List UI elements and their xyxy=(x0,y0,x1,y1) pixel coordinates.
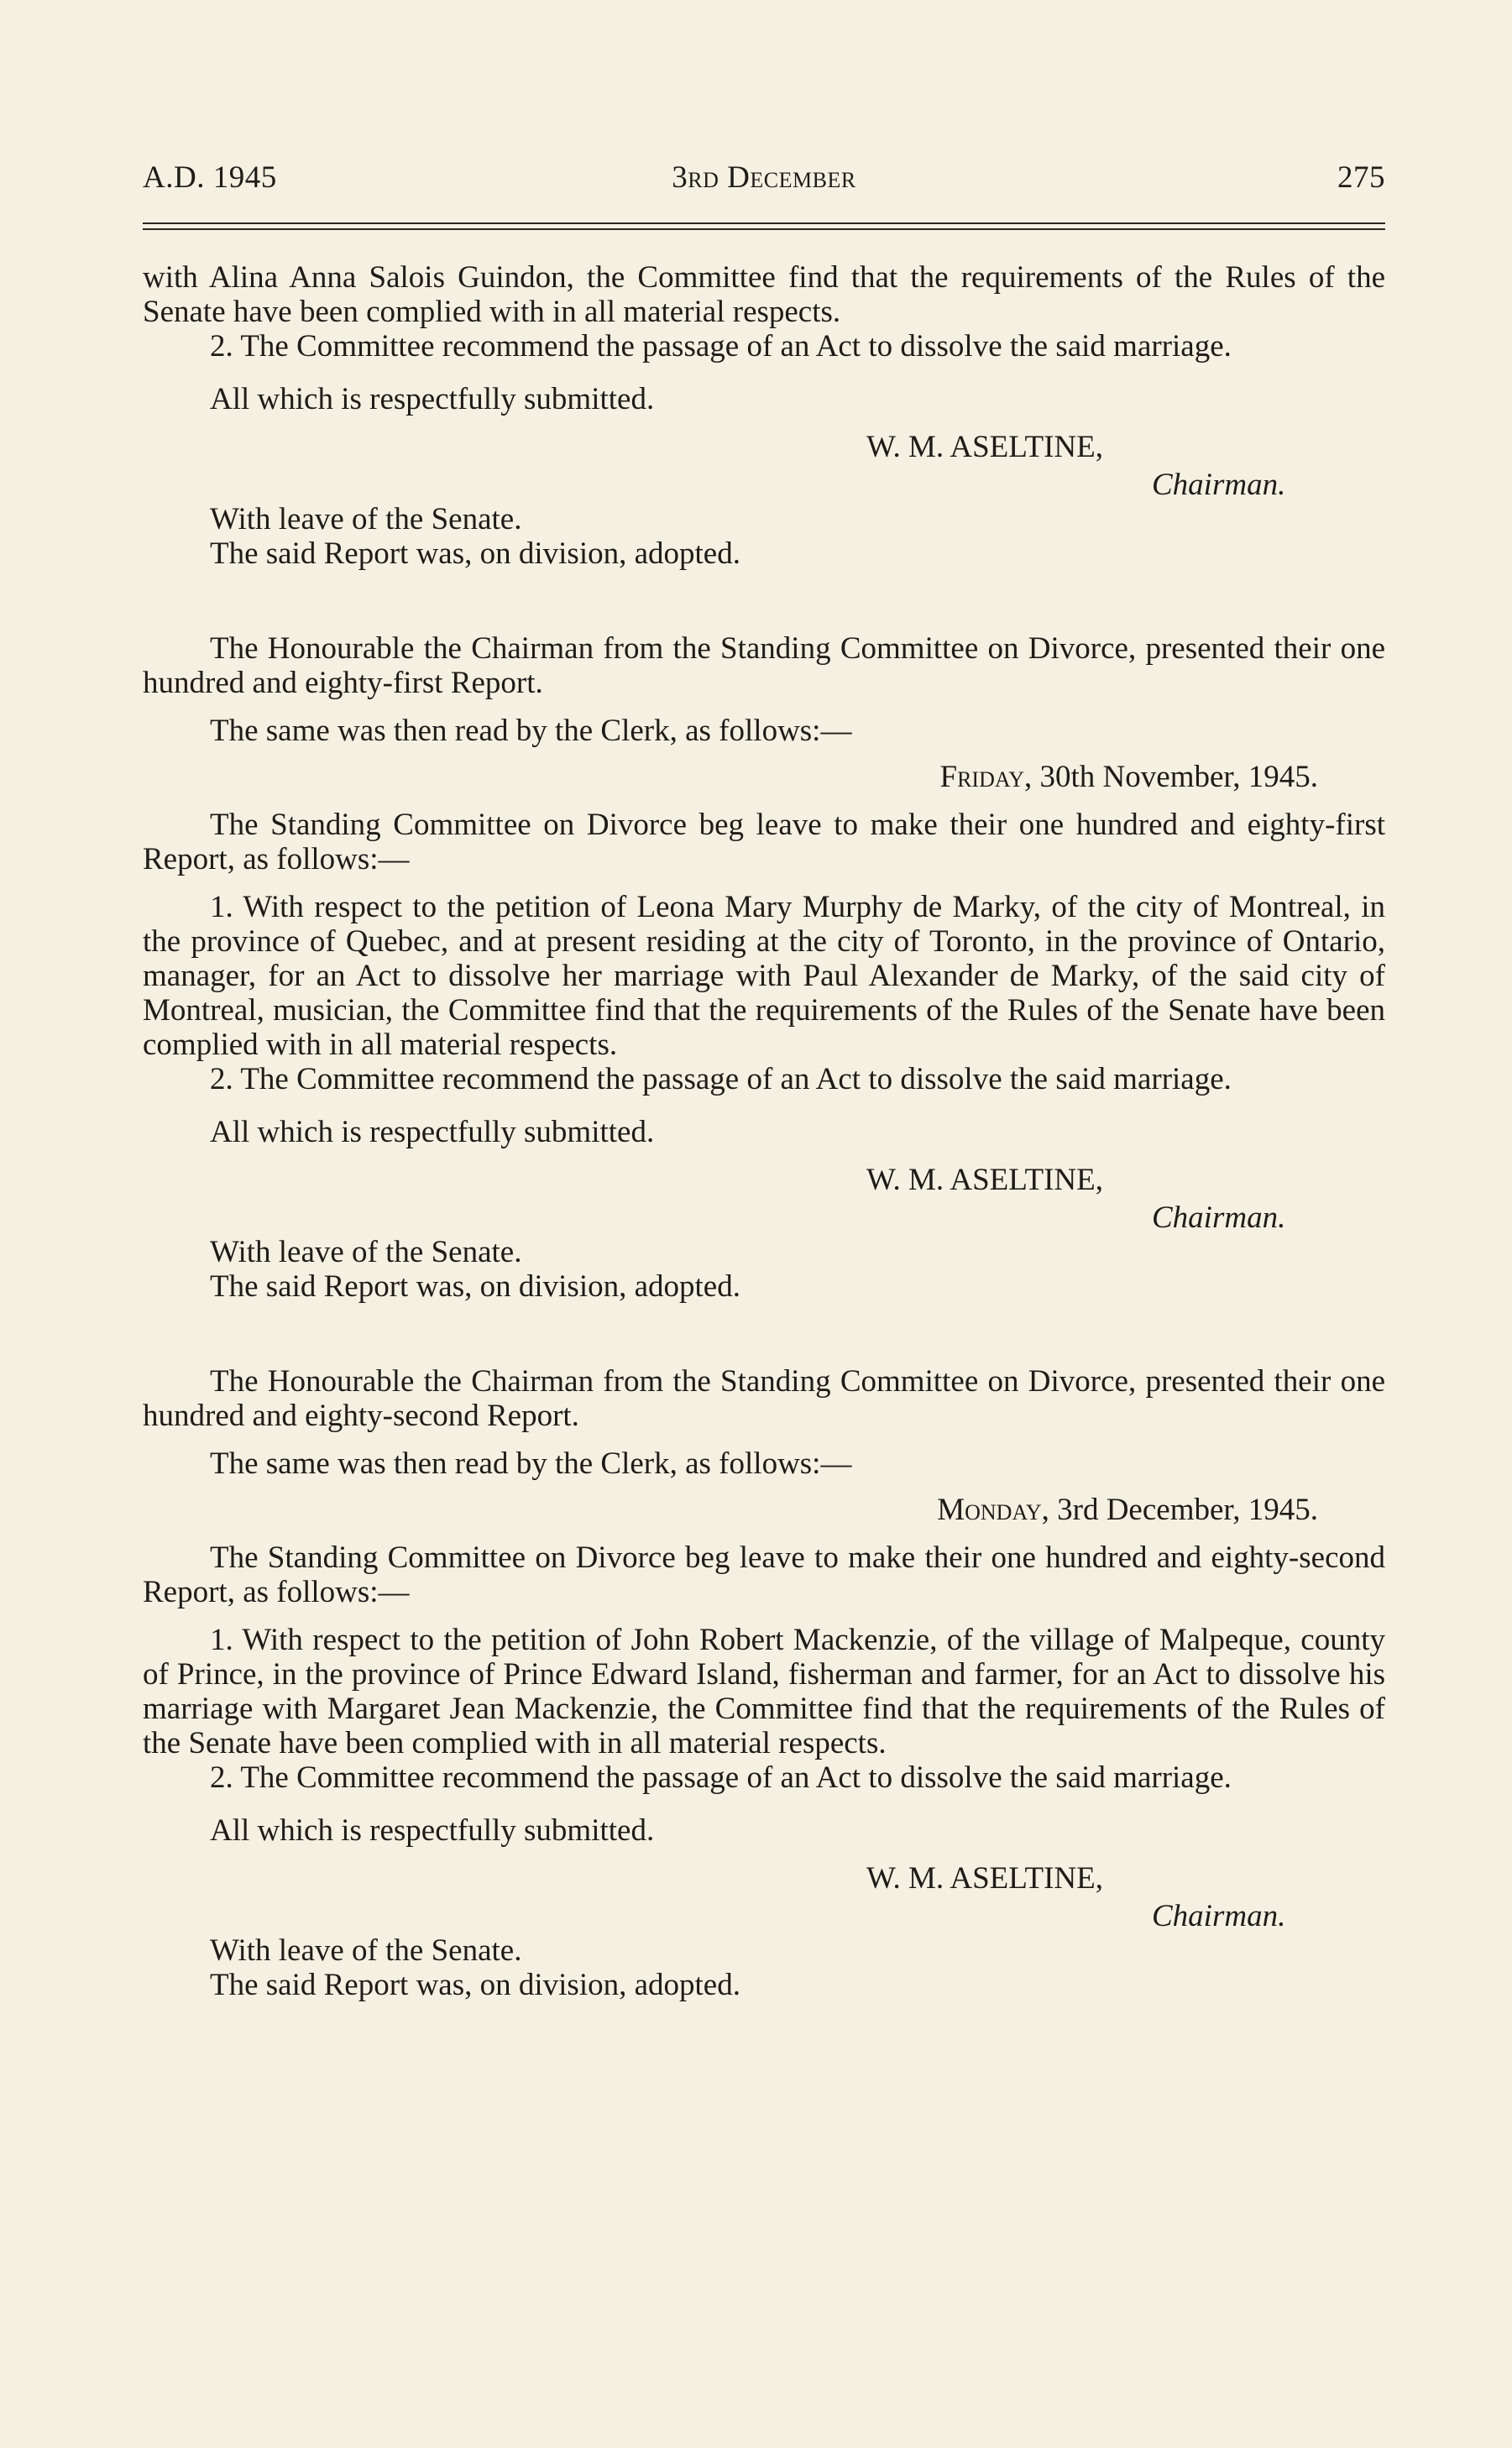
signature-block xyxy=(143,1163,1385,1235)
report-date-rest: 30th November, 1945. xyxy=(1032,760,1318,794)
signer-title: Chairman. xyxy=(1152,468,1286,502)
beg-leave-paragraph: The Standing Committee on Divorce beg leave to make their one hundred and eighty-second Report, as follows:— xyxy=(143,1540,1385,1609)
adopted-line: The said Report was, on division, adopted. xyxy=(210,1968,740,2002)
adopted-line: The said Report was, on division, adopted. xyxy=(210,1269,740,1304)
leave-line: With leave of the Senate. xyxy=(210,1235,522,1269)
recommendation-paragraph: 2. The Committee recommend the passage of an Act to dissolve the said marriage. xyxy=(210,329,1232,364)
report-date-rest: 3rd December, 1945. xyxy=(1049,1493,1318,1527)
petition-paragraph: 1. With respect to the petition of Leona Mary Murphy de Marky, of the city of Montreal, in the province of Quebec, and at present residing at the city of Toronto, in the province of Ontario, manager, for an Act to dissolve her marriage with Paul Alexander de Marky, of the said city of Montreal, musician, the Committee find that the requirements of the Rules of the Senate have been complied with in all material respects. xyxy=(143,890,1385,1062)
read-line: The same was then read by the Clerk, as follows:— xyxy=(210,714,852,748)
signer-title: Chairman. xyxy=(1152,1200,1286,1235)
report-intro: The Honourable the Chairman from the Standing Committee on Divorce, presented their one hundred and eighty-first Report. xyxy=(143,631,1385,700)
recommendation-paragraph: 2. The Committee recommend the passage of an Act to dissolve the said marriage. xyxy=(210,1760,1232,1795)
page-body xyxy=(143,260,1385,2002)
signer-name: W. M. ASELTINE, xyxy=(866,1861,1103,1896)
adopted-line: The said Report was, on division, adopted. xyxy=(210,536,740,571)
report-date-day: Friday, xyxy=(939,760,1033,794)
signature-block xyxy=(143,1861,1385,1933)
submitted-line: All which is respectfully submitted. xyxy=(210,382,655,416)
header-date xyxy=(143,160,1385,196)
signer-title: Chairman. xyxy=(1152,1899,1286,1933)
signer-name: W. M. ASELTINE, xyxy=(866,1163,1103,1197)
page-header xyxy=(143,160,1385,201)
page-number: 275 xyxy=(1337,160,1385,195)
petition-paragraph: 1. With respect to the petition of John Robert Mackenzie, of the village of Malpeque, county of Prince, in the province of Prince Edward Island, fisherman and farmer, for an Act to dissolve his marriage with Margaret Jean Mackenzie, the Committee find that the requirements of the Rules of the Senate have been complied with in all material respects. xyxy=(143,1623,1385,1760)
header-rule-top xyxy=(143,222,1385,224)
header-year: A.D. 1945 xyxy=(143,160,277,195)
submitted-line: All which is respectfully submitted. xyxy=(210,1813,655,1848)
signature-block xyxy=(143,430,1385,502)
submitted-line: All which is respectfully submitted. xyxy=(210,1115,655,1149)
beg-leave-paragraph: The Standing Committee on Divorce beg leave to make their one hundred and eighty-first Report, as follows:— xyxy=(143,808,1385,876)
report-intro: The Honourable the Chairman from the Standing Committee on Divorce, presented their one hundred and eighty-second Report. xyxy=(143,1364,1385,1433)
header-rule-bottom xyxy=(143,228,1385,230)
report-date xyxy=(143,1493,1385,1527)
leave-line: With leave of the Senate. xyxy=(210,502,522,536)
continued-paragraph: with Alina Anna Salois Guindon, the Committee find that the requirements of the Rules of the Senate have been complied with in all material respects. xyxy=(143,260,1385,329)
header-date-text: 3rd December xyxy=(672,160,856,195)
signer-name: W. M. ASELTINE, xyxy=(866,430,1103,464)
report-date-day: Monday, xyxy=(937,1493,1049,1527)
leave-line: With leave of the Senate. xyxy=(210,1933,522,1968)
report-date xyxy=(143,760,1385,794)
recommendation-paragraph: 2. The Committee recommend the passage of an Act to dissolve the said marriage. xyxy=(210,1062,1232,1096)
read-line: The same was then read by the Clerk, as follows:— xyxy=(210,1446,852,1481)
